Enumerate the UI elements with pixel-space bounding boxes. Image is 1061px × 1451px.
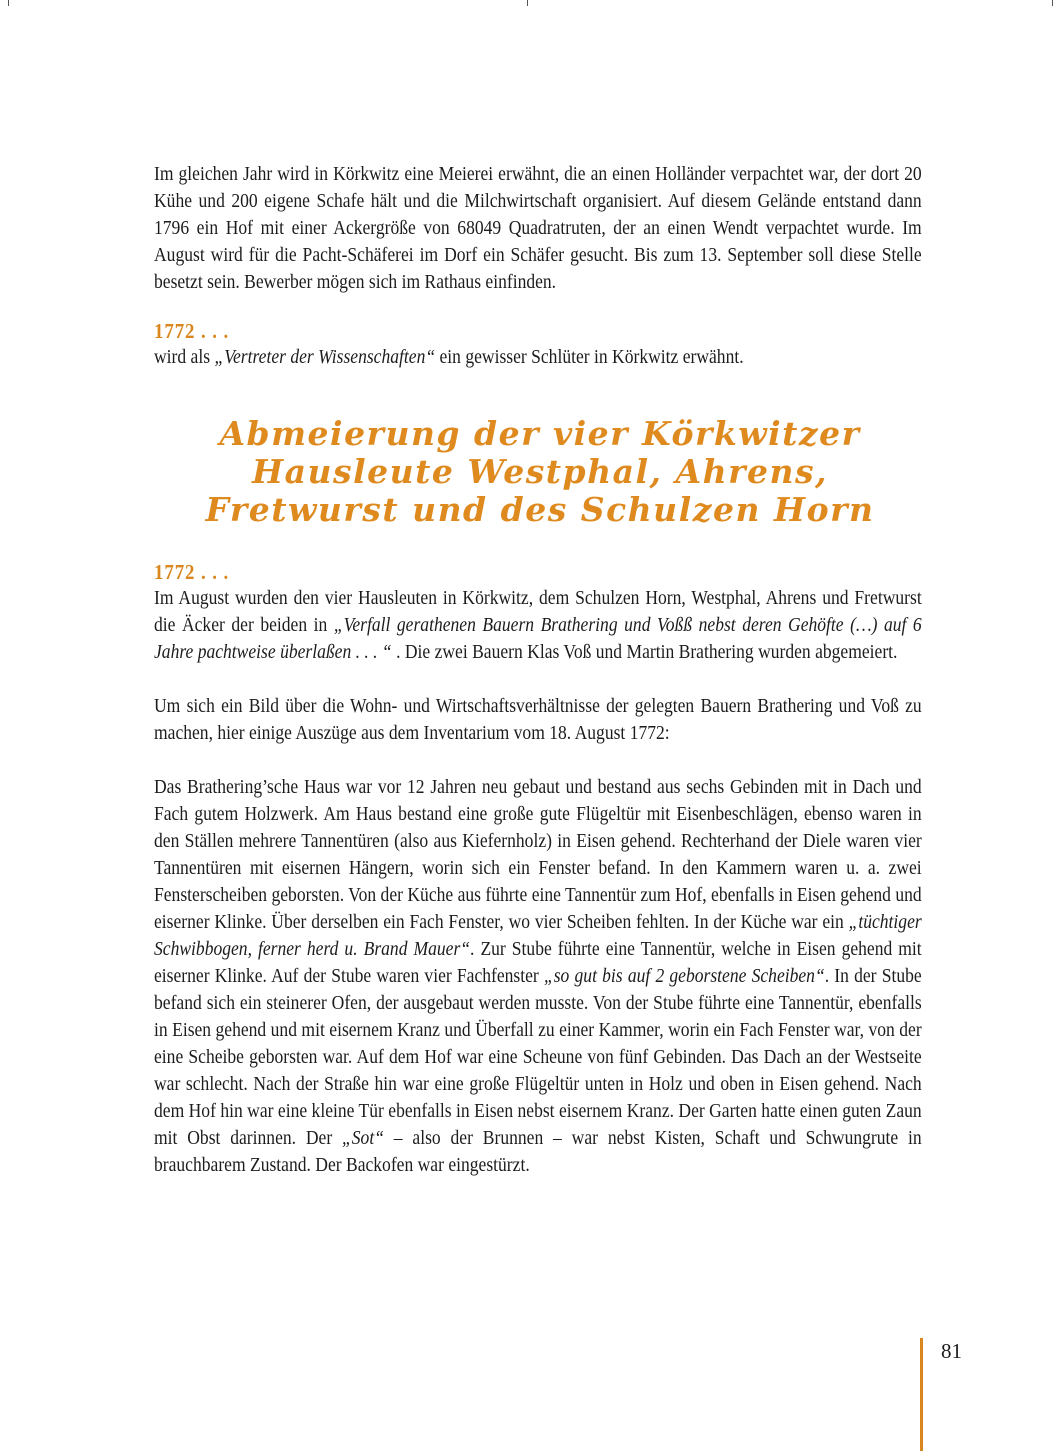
quote: „Vertreter der Wissenschaften“ (214, 347, 436, 368)
paragraph-meierei: Im gleichen Jahr wird in Körkwitz eine Meierei erwähnt, die an einen Holländer verpachtet war, der dort 20 Kühe und 200 eigene Schafe hält und die Milchwirtschaft organisiert. Auf diesem Gelände entstand dann 1796 ein Hof mit einer Ackergröße von 68049 Quadratruten, der an einen Wendt verpachtet wurde. Im August wird für die Pacht-Schäferei im Dorf ein Schäfer gesucht. Bis zum 13. September soll diese Stelle besetzt sein. Bewerber mögen sich im Rathaus einfinden. (154, 164, 922, 293)
heading-line: Abmeierung der vier Körkwitzer (219, 414, 861, 453)
paragraph-intro-inventarium: Um sich ein Bild über die Wohn- und Wirtschaftsverhältnisse der gelegten Bauern Brathering und Voß zu machen, hier einige Auszüge aus dem Inventarium vom 18. August 1772: (154, 696, 922, 744)
crop-mark (8, 0, 9, 6)
quote: „Verfall gerathenen Bauern Brathering und Voßß nebst deren Gehöfte (…) auf 6 Jahre pachtweise überlaßen . . . “ (154, 615, 922, 663)
entry-schlueter: wird als „Vertreter der Wissenschaften“ ein gewisser Schlüter in Körkwitz erwähnt. (154, 347, 744, 368)
quote: „tüchtiger Schwibbogen, ferner herd u. Brand Mauer“ (154, 912, 922, 960)
crop-mark (1052, 0, 1053, 6)
entry-abmeierung: Im August wurden den vier Hausleuten in Körkwitz, dem Schulzen Horn, Westphal, Ahrens und Fretwurst die Äcker der beiden in „Verfall gerathenen Bauern Brathering und Voßß nebst deren Gehöfte (…) auf 6 Jahre pachtweise überlaßen . . . “ . Die zwei Bauern Klas Voß und Martin Brathering wurden abgemeiert. (154, 588, 922, 663)
paragraph-brathering-haus: Das Brathering’sche Haus war vor 12 Jahren neu gebaut und bestand aus sechs Gebinden mit in Dach und Fach gutem Holzwerk. Am Haus bestand eine große gute Flügeltür mit Eisenbeschlägen, ebenso waren in den Ställen mehrere Tannentüren (also aus Kiefernholz) in Eisen gehend. Rechterhand der Diele waren vier Tannentüren mit eisernen Hängern, worin sich ein Fenster befand. In den Kammern waren u. a. zwei Fensterscheiben geborsten. Von der Küche aus führte eine Tannentür zum Hof, ebenfalls in Eisen gehend und eiserner Klinke. Über derselben ein Fach Fenster, wo vier Scheiben fehlten. In der Küche war ein „tüchtiger Schwibbogen, ferner herd u. Brand Mauer“. Zur Stube führte eine Tannentür, welche in Eisen gehend mit eiserner Klinke. Auf der Stube waren vier Fachfenster „so gut bis auf 2 geborstene Scheiben“. In der Stube befand sich ein steinerer Ofen, der ausgebaut werden musste. Von der Stube führte eine Tannentür, ebenfalls in Eisen gehend und mit eisernem Kranz und Überfall zu einer Kammer, worin ein Fach Fenster war, von der eine Scheibe geborsten war. Auf dem Hof war eine Scheune von fünf Gebinden. Das Dach an der Westseite war schlecht. Nach der Straße hin war eine große Flügeltür unten in Holz und oben in Eisen gehend. Nach dem Hof hin war eine kleine Tür ebenfalls in Eisen nebst eisernem Kranz. Der Garten hatte einen guten Zaun mit Obst darinnen. Der „Sot“ – also der Brunnen – war nebst Kisten, Schaft und Schwungrute in brauchbarem Zustand. Der Backofen war eingestürzt. (154, 777, 922, 1176)
page-number: 81 (941, 1339, 962, 1363)
quote: „Sot“ (342, 1128, 384, 1149)
heading-line: Fretwurst und des Schulzen Horn (205, 490, 875, 529)
section-heading (140, 415, 940, 529)
year-heading: 1772 . . . (154, 319, 230, 343)
page-marker-bar (920, 1338, 923, 1451)
quote: „so gut bis auf 2 geborstene Scheiben“ (543, 966, 825, 987)
year-heading: 1772 . . . (154, 560, 230, 584)
heading-line: Hausleute Westphal, Ahrens, (251, 452, 829, 491)
crop-mark (527, 0, 528, 6)
body-text (154, 161, 922, 1179)
